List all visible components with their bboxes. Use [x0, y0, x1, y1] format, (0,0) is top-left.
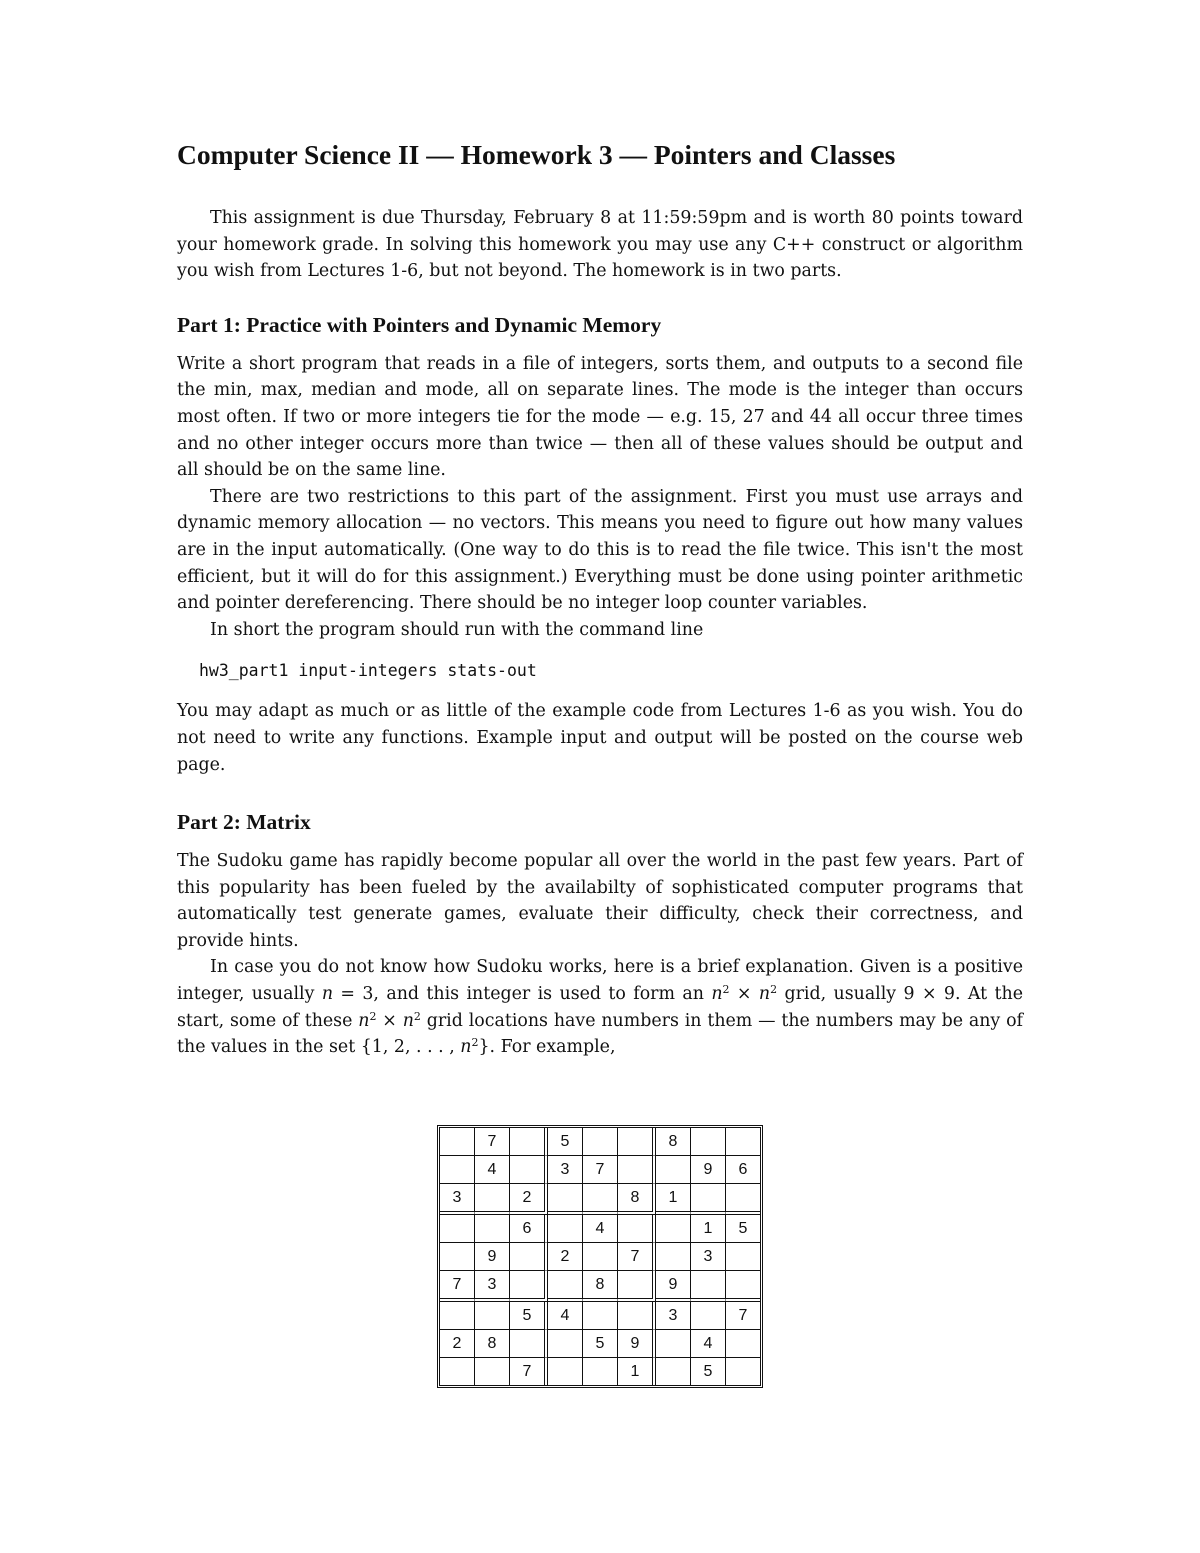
sudoku-cell: 7 [510, 1358, 548, 1385]
sudoku-cell [583, 1128, 618, 1156]
sudoku-cell: 5 [726, 1215, 760, 1243]
sudoku-cell: 9 [475, 1243, 510, 1271]
sudoku-cell [618, 1156, 656, 1184]
sudoku-cell [726, 1330, 760, 1358]
sudoku-cell [510, 1128, 548, 1156]
sudoku-cell [475, 1358, 510, 1385]
sudoku-cell: 8 [475, 1330, 510, 1358]
sudoku-cell: 3 [656, 1302, 691, 1330]
sudoku-row [440, 1302, 760, 1330]
sudoku-row [440, 1330, 760, 1358]
sudoku-cell: 2 [548, 1243, 583, 1271]
sudoku-cell: 7 [440, 1271, 475, 1302]
sudoku-cell [510, 1156, 548, 1184]
sudoku-cell [656, 1243, 691, 1271]
sudoku-grid [437, 1125, 763, 1388]
sudoku-cell: 5 [548, 1128, 583, 1156]
sudoku-cell [440, 1128, 475, 1156]
sudoku-cell [618, 1128, 656, 1156]
sudoku-cell [726, 1184, 760, 1215]
sudoku-row [440, 1128, 760, 1156]
sudoku-cell: 7 [475, 1128, 510, 1156]
sudoku-cell: 7 [726, 1302, 760, 1330]
document-page [177, 138, 1023, 1061]
sudoku-row [440, 1184, 760, 1215]
sudoku-cell [583, 1184, 618, 1215]
sudoku-cell: 4 [548, 1302, 583, 1330]
sudoku-cell [656, 1215, 691, 1243]
sudoku-cell: 1 [691, 1215, 726, 1243]
sudoku-cell [440, 1215, 475, 1243]
sudoku-cell [548, 1215, 583, 1243]
sudoku-cell [691, 1184, 726, 1215]
sudoku-cell [691, 1271, 726, 1302]
sudoku-cell: 5 [691, 1358, 726, 1385]
sudoku-cell: 4 [691, 1330, 726, 1358]
sudoku-cell: 8 [656, 1128, 691, 1156]
sudoku-cell [618, 1271, 656, 1302]
sudoku-cell [618, 1215, 656, 1243]
sudoku-cell [440, 1302, 475, 1330]
sudoku-cell: 8 [618, 1184, 656, 1215]
page-title: Computer Science II — Homework 3 — Pointers and Classes [177, 139, 896, 170]
sudoku-cell: 4 [475, 1156, 510, 1184]
sudoku-cell: 6 [726, 1156, 760, 1184]
sudoku-cell [656, 1358, 691, 1385]
sudoku-cell: 3 [440, 1184, 475, 1215]
sudoku-cell: 7 [583, 1156, 618, 1184]
sudoku-cell [618, 1302, 656, 1330]
sudoku-row [440, 1215, 760, 1243]
sudoku-cell [656, 1330, 691, 1358]
part2-heading: Part 2: Matrix [177, 810, 311, 835]
sudoku-cell [726, 1128, 760, 1156]
sudoku-cell: 9 [656, 1271, 691, 1302]
sudoku-cell: 3 [475, 1271, 510, 1302]
part1-paragraph-1: Write a short program that reads in a file of integers, sorts them, and outputs to a second file the min, max, median and mode, all on separate lines. The mode is the integer than occurs most often. If two or more integers tie for the mode — e.g. 15, 27 and 44 all occur three times and no other integer occurs more than twice — then all of these values should be output and all should be on the same line. [177, 353, 1023, 481]
sudoku-cell [548, 1184, 583, 1215]
sudoku-cell [548, 1358, 583, 1385]
sudoku-cell: 3 [691, 1243, 726, 1271]
sudoku-cell [510, 1271, 548, 1302]
intro-paragraph: This assignment is due Thursday, February 8 at 11:59:59pm and is worth 80 points toward your homework grade. In solving this homework you may use any C++ construct or algorithm you wish from Lectures 1-6, but not beyond. The homework is in two parts. [177, 208, 1023, 282]
sudoku-row [440, 1358, 760, 1385]
sudoku-cell [475, 1302, 510, 1330]
sudoku-cell: 2 [510, 1184, 548, 1215]
sudoku-example [437, 1125, 763, 1388]
sudoku-cell [548, 1271, 583, 1302]
sudoku-cell [548, 1330, 583, 1358]
sudoku-cell [475, 1184, 510, 1215]
sudoku-cell: 9 [691, 1156, 726, 1184]
sudoku-row [440, 1243, 760, 1271]
sudoku-cell [726, 1243, 760, 1271]
command-line-example: hw3_part1 input-integers stats-out [199, 661, 537, 681]
sudoku-cell: 3 [548, 1156, 583, 1184]
sudoku-cell [583, 1302, 618, 1330]
part1-paragraph-3: In short the program should run with the command line [210, 619, 704, 640]
sudoku-cell: 1 [656, 1184, 691, 1215]
sudoku-cell: 8 [583, 1271, 618, 1302]
sudoku-row [440, 1271, 760, 1302]
sudoku-row [440, 1156, 760, 1184]
sudoku-cell: 6 [510, 1215, 548, 1243]
sudoku-cell: 9 [618, 1330, 656, 1358]
part1-paragraph-4: You may adapt as much or as little of the example code from Lectures 1-6 as you wish. You do not need to write any functions. Example input and output will be posted on the course web page. [177, 701, 1023, 775]
sudoku-cell: 5 [583, 1330, 618, 1358]
part1-heading: Part 1: Practice with Pointers and Dynamic Memory [177, 312, 662, 337]
sudoku-cell: 2 [440, 1330, 475, 1358]
sudoku-cell: 1 [618, 1358, 656, 1385]
sudoku-cell [656, 1156, 691, 1184]
sudoku-cell [440, 1156, 475, 1184]
sudoku-cell [726, 1358, 760, 1385]
sudoku-cell [691, 1302, 726, 1330]
part2-paragraph-1: The Sudoku game has rapidly become popular all over the world in the past few years. Part of this popularity has been fueled by the availabilty of sophisticated computer programs that automatically test generate games, evaluate their difficulty, check their correctness, and provide hints. [177, 851, 1023, 951]
part2-paragraph-2: In case you do not know how Sudoku works, here is a brief explanation. Given is a positive integer, usually n = 3, and this integer is used to form an $n^2 \times n^2$ grid, usually 9 × 9. At the start, some of these $n^2 \times n^2$ grid locations have numbers in them — the numbers may be any of the values in the set {1, 2, . . . , $n^2$}. For example, [177, 957, 1023, 1058]
sudoku-cell [510, 1243, 548, 1271]
sudoku-cell: 7 [618, 1243, 656, 1271]
sudoku-cell: 4 [583, 1215, 618, 1243]
sudoku-cell [440, 1243, 475, 1271]
sudoku-cell [510, 1330, 548, 1358]
part1-paragraph-2: There are two restrictions to this part of the assignment. First you must use arrays and dynamic memory allocation — no vectors. This means you need to figure out how many values are in the input automatically. (One way to do this is to read the file twice. This isn't the most efficient, but it will do for this assignment.) Everything must be done using pointer arithmetic and pointer dereferencing. There should be no integer loop counter variables. [177, 486, 1023, 614]
sudoku-cell [583, 1243, 618, 1271]
sudoku-cell [475, 1215, 510, 1243]
sudoku-cell [583, 1358, 618, 1385]
sudoku-cell [726, 1271, 760, 1302]
sudoku-cell [440, 1358, 475, 1385]
sudoku-cell [691, 1128, 726, 1156]
sudoku-cell: 5 [510, 1302, 548, 1330]
